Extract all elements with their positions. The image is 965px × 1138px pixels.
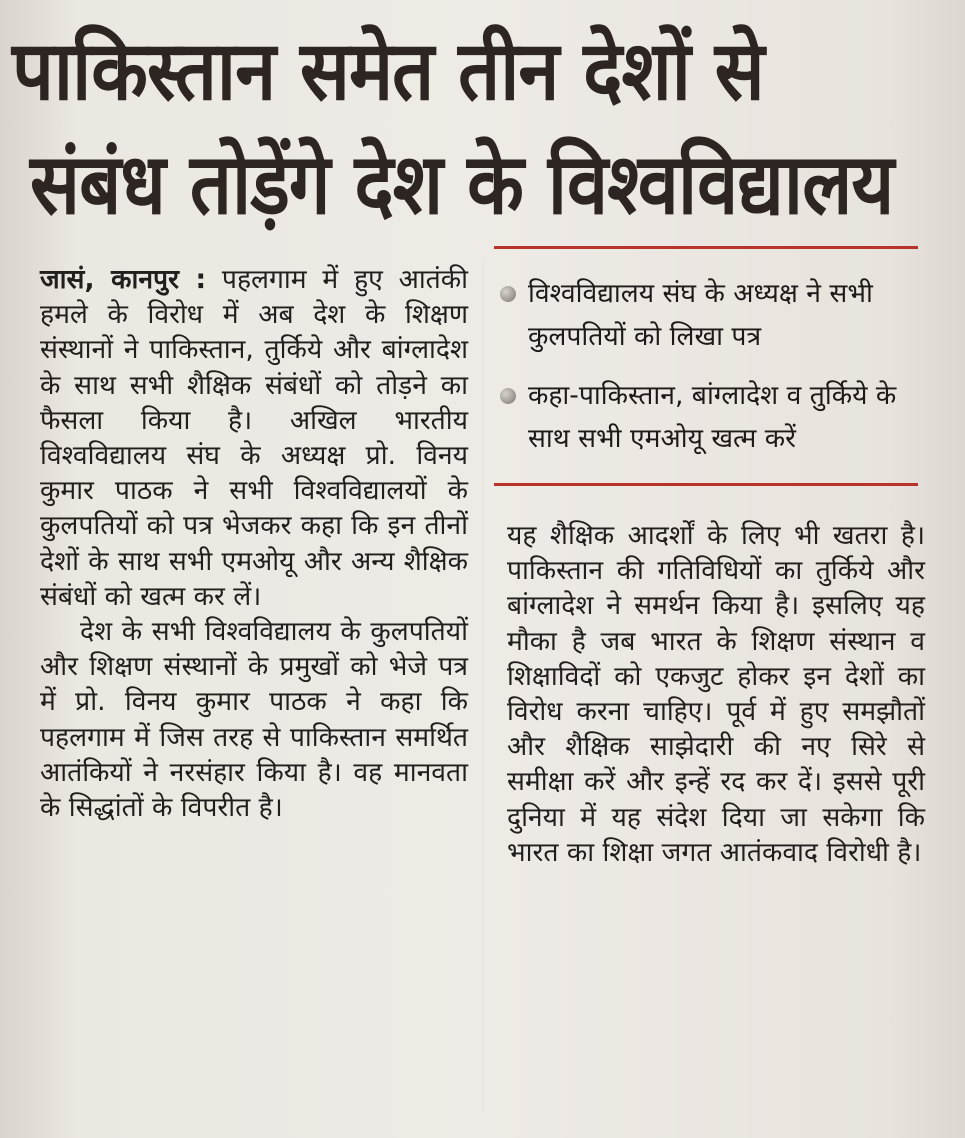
highlight-item-2 [500,374,914,460]
article-left-column [40,262,468,825]
article-paragraph-2: देश के सभी विश्वविद्यालय के कुलपतियों और शिक्षण संस्थानों के प्रमुखों को भेजे पत्र में प्रो. विनय कुमार पाठक ने कहा कि पहलगाम में जिस तरह से पाकिस्तान समर्थित आतंकियों ने नरसंहार किया है। वह मानवता के सिद्धांतों के विपरीत है। [40,616,468,824]
bullet-dot-icon [500,388,516,404]
highlight-item-1 [500,272,914,358]
highlight-text-1: विश्वविद्यालय संघ के अध्यक्ष ने सभी कुलपतियों को लिखा पत्र [528,278,873,352]
article-right-column [507,518,925,870]
highlight-box [494,246,918,500]
highlight-text-2: कहा-पाकिस्तान, बांग्लादेश व तुर्किये के साथ सभी एमओयू खत्म करें [528,380,897,454]
highlight-bottom-rule [494,483,918,486]
highlight-top-rule [494,246,918,249]
article-paragraph-3: यह शैक्षिक आदर्शों के लिए भी खतरा है। पाकिस्तान की गतिविधियों का तुर्किये और बांग्लादेश ने समर्थन किया है। इसलिए यह मौका है जब भारत के शिक्षण संस्थान व शिक्षाविदों को एकजुट होकर इन देशों का विरोध करना चाहिए। पूर्व में हुए समझौतों और शैक्षिक साझेदारी की नए सिरे से समीक्षा करें और इन्हें रद कर दें। इससे पूरी दुनिया में यह संदेश दिया जा सकेगा कि भारत का शिक्षा जगत आतंकवाद विरोधी है। [507,520,925,868]
bullet-dot-icon [500,286,516,302]
headline-line-2: संबंध तोड़ेंगे देश के विश्वविद्यालय [30,135,894,233]
dateline: जासं, कानपुर : [40,264,207,295]
column-divider [483,262,484,1112]
article-paragraph-1 [40,262,468,614]
headline-line-1: पाकिस्तान समेत तीन देशों से [12,24,764,119]
paragraph-1-text: पहलगाम में हुए आतंकी हमले के विरोध में अब देश के शिक्षण संस्थानों ने पाकिस्तान, तुर्किये और बांग्लादेश के साथ सभी शैक्षिक संबंधों को तोड़ने का फैसला किया है। अखिल भारतीय विश्वविद्यालय संघ के अध्यक्ष प्रो. विनय कुमार पाठक ने सभी विश्वविद्यालयों के कुलपतियों को पत्र भेजकर कहा कि इन तीनों देशों के साथ सभी एमओयू और अन्य शैक्षिक संबंधों को खत्म कर लें। [40,264,468,612]
